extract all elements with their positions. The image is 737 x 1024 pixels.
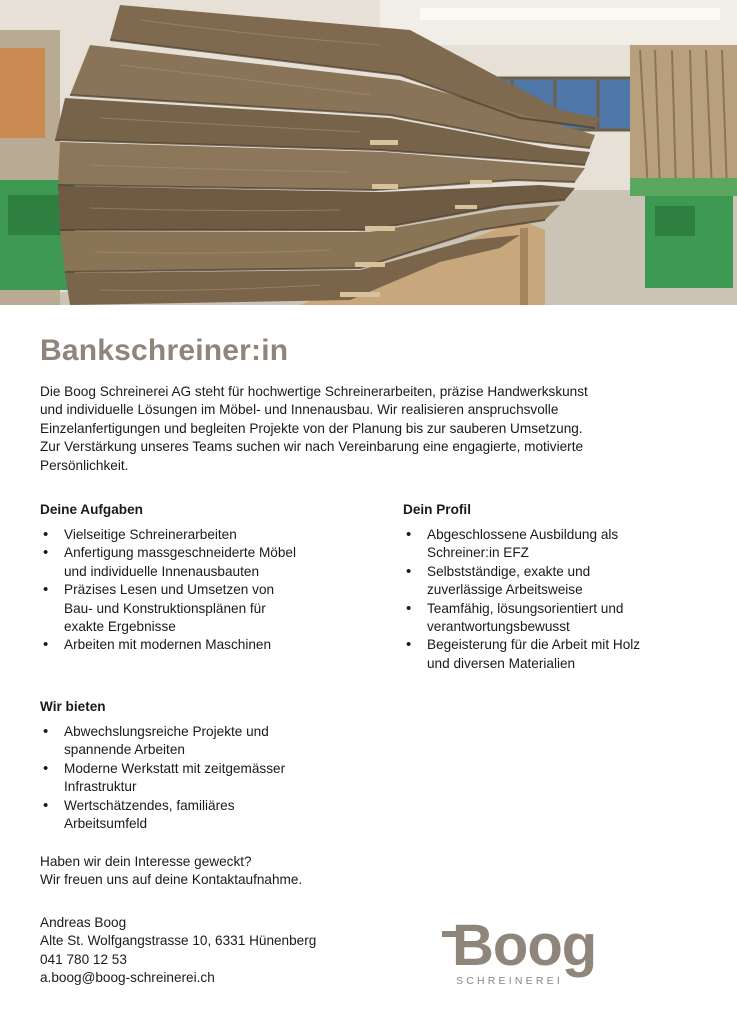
list-item: • Vielseitige Schreinerarbeiten [40,526,302,544]
hero-image [0,0,737,305]
tasks-list [40,526,302,655]
list-item: • Präzises Lesen und Umsetzen von Bau- und Konstruktionsplänen für exakte Ergebnisse [40,581,302,636]
contact-phone[interactable]: 041 780 12 53 [40,951,127,967]
tasks-heading: Deine Aufgaben [40,502,143,517]
profile-heading: Dein Profil [403,502,471,517]
logo-wordmark: Boog [452,913,597,978]
logo-subtitle: SCHREINEREI [456,975,563,987]
list-item: • Teamfähig, lösungsorientiert und verantwortungsbewusst [403,600,665,637]
tasks-section [40,501,302,655]
list-item: • Abgeschlossene Ausbildung als Schreiner:in EFZ [403,526,665,563]
call-to-action [40,853,302,890]
contact-name: Andreas Boog [40,915,127,930]
cta-line-1: Haben wir dein Interesse geweckt? [40,854,252,869]
profile-section [403,501,665,673]
list-item: • Wertschätzendes, familiäres Arbeitsumfeld [40,797,302,834]
contact-block [40,914,316,988]
cta-line-2: Wir freuen uns auf deine Kontaktaufnahme. [40,872,303,888]
contact-address: Alte St. Wolfgangstrasse 10, 6331 Hünenberg [40,933,317,949]
company-intro: Die Boog Schreinerei AG steht für hochwertige Schreinerarbeiten, präzise Handwerkskunst und individuelle Lösungen im Möbel- und Innenausbau. Wir realisieren anspruchsvolle Einzelanfertigungen und begleiten Projekte von der Planung bis zur sauberen Umsetzung. Zur Verstärkung unseres Teams suchen wir nach Vereinbarung eine engagierte, motivierte Persönlichkeit. [40,384,588,473]
offer-heading: Wir bieten [40,699,106,714]
boog-logo [438,905,628,995]
offer-section [40,698,302,833]
profile-list [403,526,665,673]
offer-list [40,723,302,833]
list-item: • Moderne Werkstatt mit zeitgemässer Infrastruktur [40,760,302,797]
list-item: • Abwechslungsreiche Projekte und spannende Arbeiten [40,723,302,760]
list-item: • Begeisterung für die Arbeit mit Holz und diversen Materialien [403,636,665,673]
list-item: • Selbstständige, exakte und zuverlässige Arbeitsweise [403,563,665,600]
contact-email[interactable]: a.boog@boog-schreinerei.ch [40,970,215,986]
job-title: Bankschreiner:in [40,334,289,367]
list-item: • Anfertigung massgeschneiderte Möbel und individuelle Innenausbauten [40,544,302,581]
list-item: • Arbeiten mit modernen Maschinen [40,636,302,654]
